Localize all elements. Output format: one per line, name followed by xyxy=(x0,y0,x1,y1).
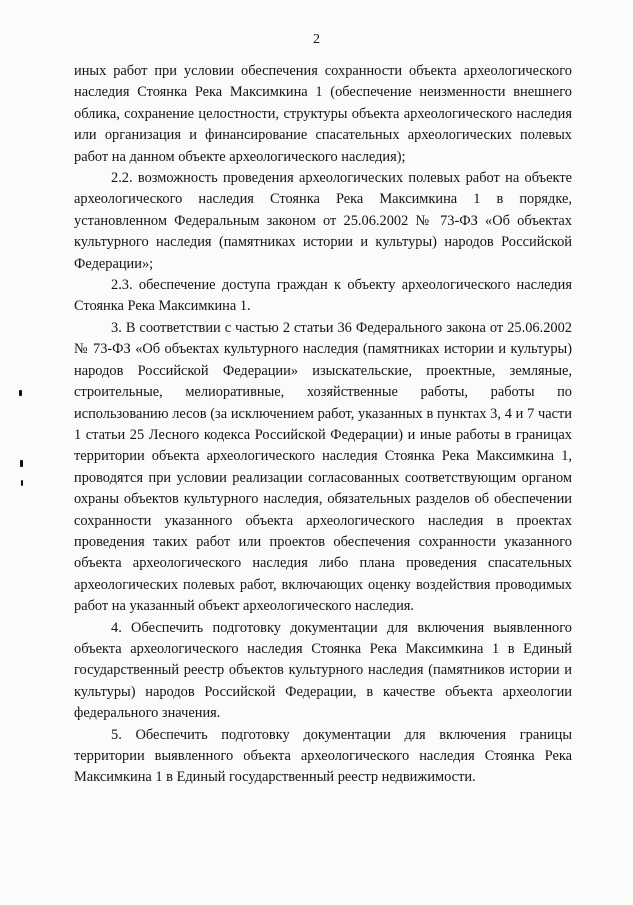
page-number: 2 xyxy=(313,32,320,47)
document-body xyxy=(74,61,572,789)
paragraph-2-3: 2.3. обеспечение доступа граждан к объекту археологического наследия Стоянка Река Максимкина 1. xyxy=(74,277,572,315)
paragraph-3: 3. В соответствии с частью 2 статьи 36 Федерального закона от 25.06.2002 № 73-ФЗ «Об объектах культурного наследия (памятниках истории и культуры) народов Российской Федерации» изыскательские, проектные, земляные, строительные, мелиоративные, хозяйственные работы, работы по использованию лесов (за исключением работ, указанных в пунктах 3, 4 и 7 части 1 статьи 25 Лесного кодекса Российской Федерации) и иные работы в границах территории объекта археологического наследия Стоянка Река Максимкина 1, проводятся при условии реализации согласованных соответствующим органом охраны объектов культурного наследия, обязательных разделов об обеспечении сохранности указанного объекта археологического наследия в проектах проведения таких работ или проектов обеспечения сохранности указанного объекта археологического наследия либо плана проведения спасательных археологических полевых работ, включающих оценку воздействия проводимых работ на указанный объект археологического наследия. xyxy=(74,319,572,615)
scan-mark xyxy=(19,390,22,396)
paragraph-5: 5. Обеспечить подготовку документации для включения границы территории выявленного объекта археологического наследия Стоянка Река Максимкина 1 в Единый государственный реестр недвижимости. xyxy=(74,726,572,786)
paragraph-4: 4. Обеспечить подготовку документации для включения выявленного объекта археологического наследия Стоянка Река Максимкина 1 в Единый государственный реестр объектов культурного наследия (памятников истории и культуры) народов Российской Федерации, в качестве объекта археологии федерального значения. xyxy=(74,619,572,722)
paragraph-continuation: иных работ при условии обеспечения сохранности объекта археологического наследия Стоянка Река Максимкина 1 (обеспечение неизменности внешнего облика, сохранение целостности, структуры объекта археологического наследия или организация и финансирование спасательных археологических полевых работ на данном объекте археологического наследия); xyxy=(74,63,572,165)
scan-mark xyxy=(20,460,23,467)
scan-mark xyxy=(21,480,23,486)
paragraph-2-2: 2.2. возможность проведения археологических полевых работ на объекте археологического наследия Стоянка Река Максимкина 1 в порядке, установленном Федеральным законом от 25.06.2002 № 73-ФЗ «Об объектах культурного наследия (памятниках истории и культуры) народов Российской Федерации»; xyxy=(74,170,572,272)
